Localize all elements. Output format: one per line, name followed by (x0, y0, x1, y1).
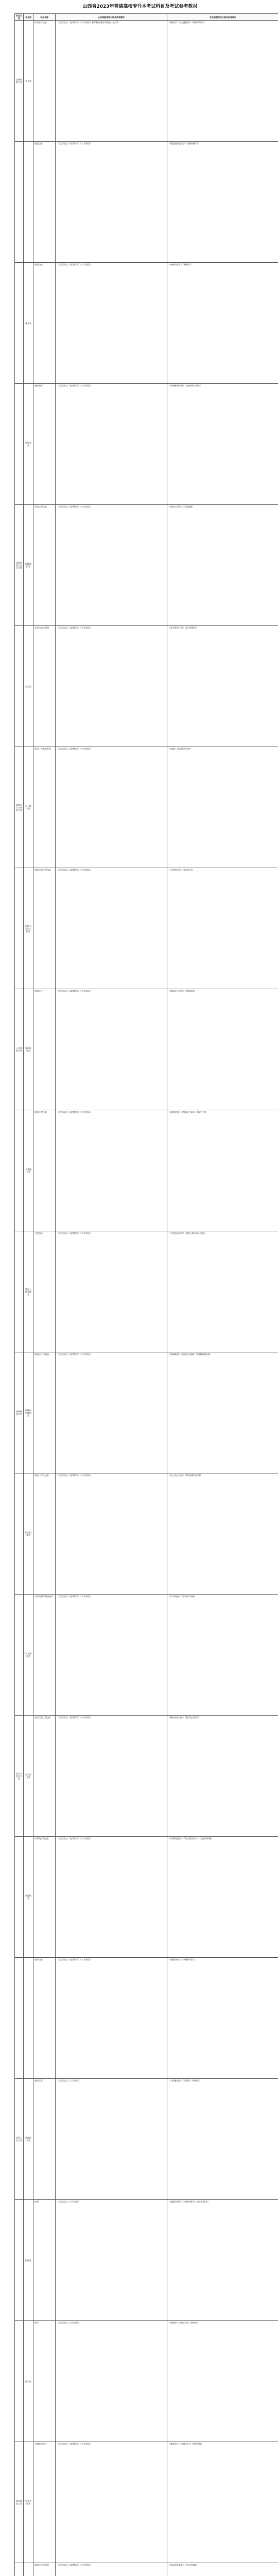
major-courses-cell: 《计算机基础》《C语言程序设计》《数据库原理》 (167, 1837, 278, 1958)
category-cell (15, 1595, 24, 1716)
subcategory-cell: 热能与发电工程类 (24, 868, 33, 989)
major-courses-cell: 《人体解剖学》《生理学》《病理学》 (167, 2079, 278, 2200)
subcategory-cell (24, 142, 33, 263)
subcategory-cell: 畜牧业类 (24, 384, 33, 505)
subcategory-cell: 计算机类 (24, 1837, 33, 1958)
major-cell: 作物生产技术 (33, 21, 56, 142)
subcategory-cell: 临床医学类 (24, 2079, 33, 2200)
category-cell: 资源环境与安全大类 (15, 505, 24, 626)
table-row (15, 626, 278, 747)
table-row (15, 1837, 278, 1958)
major-cell: 建筑设计 (33, 989, 56, 1110)
table-row (15, 2563, 278, 2576)
table-row (15, 747, 278, 868)
major-courses-cell: 《工程造价管理》《建筑工程计量与计价》 (167, 1231, 278, 1352)
public-courses-cell: 《大学语文》《高等数学》《大学英语》 (56, 989, 167, 1110)
category-cell (15, 263, 24, 384)
table-row (15, 1352, 278, 1473)
subcategory-cell (24, 1958, 33, 2079)
category-cell (15, 626, 24, 747)
subcategory-cell: 农业类 (24, 21, 33, 142)
subcategory-cell (24, 2563, 33, 2576)
header-subcategory: 专业类 (24, 14, 33, 21)
category-cell (15, 1958, 24, 2079)
table-row (15, 868, 278, 989)
table-header-row (15, 14, 278, 21)
major-cell: 林业技术 (33, 263, 56, 384)
category-cell: 电子与信息大类 (15, 1716, 24, 1837)
major-cell: 环境工程技术 (33, 505, 56, 626)
public-courses-cell: 《大学语文》《大学英语》 (56, 2321, 167, 2442)
subcategory-cell: 土建施工类 (24, 1110, 33, 1231)
major-cell: 电子信息工程技术 (33, 1716, 56, 1837)
public-courses-cell: 《大学语文》《高等数学》《大学英语》 (56, 142, 167, 263)
public-courses-cell: 《大学语文》《高等数学》《大学英语》 (56, 1958, 167, 2079)
public-courses-cell: 《大学语文》《高等数学》《大学英语》 (56, 747, 167, 868)
major-cell: 发电厂及电力系统 (33, 747, 56, 868)
public-courses-cell: 《大学语文》《高等数学》《大学英语》 (56, 1837, 167, 1958)
major-courses-cell: 《环境工程学》《环境监测》 (167, 505, 278, 626)
table-row (15, 21, 278, 142)
public-courses-cell: 《大学语文》《大学英语》 (56, 2079, 167, 2200)
table-row (15, 142, 278, 263)
major-cell: 园艺技术 (33, 142, 56, 263)
major-courses-cell: 《国际贸易实务》《经济学基础》 (167, 2563, 278, 2576)
major-courses-cell: 《建筑设计原理》《建筑构造》 (167, 989, 278, 1110)
public-courses-cell: 《大学语文》《高等数学》《大学英语》 (56, 384, 167, 505)
category-cell: 装备制造大类 (15, 1352, 24, 1473)
major-courses-cell: 《建筑材料》《建筑施工技术》《建筑力学》 (167, 1110, 278, 1231)
major-cell: 安全技术与管理 (33, 626, 56, 747)
public-courses-cell: 《大学语文》《高等数学》《大学英语》 (56, 1352, 167, 1473)
table-body (15, 21, 278, 2576)
public-courses-cell: 《大学语文》《高等数学》《大学英语》 (56, 505, 167, 626)
subcategory-cell: 机电设备类 (24, 1473, 33, 1595)
public-courses-cell: 《大学语文》《大学英语》 (56, 2200, 167, 2321)
subcategory-cell: 林业类 (24, 263, 33, 384)
subcategory-cell: 护理类 (24, 2200, 33, 2321)
major-cell: 计算机应用技术 (33, 1837, 56, 1958)
header-public-courses: 公共课程考试大纲及参考教材 (56, 14, 167, 21)
subcategory-cell: 汽车制造类 (24, 1595, 33, 1716)
major-courses-cell: 《园艺植物栽培学》《植物保护学》 (167, 142, 278, 263)
category-cell (15, 2321, 24, 2442)
category-cell: 土木建筑大类 (15, 989, 24, 1110)
table-row (15, 263, 278, 384)
major-cell: 工程造价 (33, 1231, 56, 1352)
category-cell (15, 1837, 24, 1958)
major-cell: 畜牧兽医 (33, 384, 56, 505)
major-courses-cell: 《电工电子技术》《PLC原理与应用》 (167, 1473, 278, 1595)
document-page (14, 0, 266, 2576)
exam-table (14, 13, 278, 2576)
table-row (15, 2321, 278, 2442)
major-cell: 国际经济与贸易 (33, 2563, 56, 2576)
major-courses-cell: 《基础会计》《财务会计》《财务管理》 (167, 2442, 278, 2563)
subcategory-cell: 环境保护类 (24, 505, 33, 626)
table-row (15, 2442, 278, 2563)
major-courses-cell: 《汽车构造》《汽车电气设备》 (167, 1595, 278, 1716)
major-courses-cell: 《电路》《电力系统分析》 (167, 747, 278, 868)
category-cell (15, 1110, 24, 1231)
major-cell: 临床医学 (33, 2079, 56, 2200)
subcategory-cell: 药学类 (24, 2321, 33, 2442)
subcategory-cell: 财务会计类 (24, 2442, 33, 2563)
public-courses-cell: 《大学语文》《高等数学》《大学英语》 (56, 1231, 167, 1352)
subcategory-cell: 电子信息类 (24, 1716, 33, 1837)
header-category: 专业大类 (15, 14, 24, 21)
major-cell: 热能动力工程技术 (33, 868, 56, 989)
major-courses-cell: 《森林培育学》《测树学》 (167, 263, 278, 384)
table-row (15, 1110, 278, 1231)
table-row (15, 1231, 278, 1352)
category-cell (15, 868, 24, 989)
major-cell: 汽车检测与维修技术 (33, 1595, 56, 1716)
subcategory-cell: 建筑设计类 (24, 989, 33, 1110)
category-cell (15, 1231, 24, 1352)
major-courses-cell: 《药理学》《药物化学》《药剂学》 (167, 2321, 278, 2442)
public-courses-cell: 《大学语文》《高等数学》《大学英语》 (56, 1110, 167, 1231)
header-major-courses: 专业课程考试大纲及参考教材 (167, 14, 278, 21)
public-courses-cell: 《大学语文》《高等数学》《大学英语》 (56, 1595, 167, 1716)
major-cell: 软件技术 (33, 1958, 56, 2079)
category-cell (15, 384, 24, 505)
major-cell: 护理 (33, 2200, 56, 2321)
major-courses-cell: 《动物解剖生理》《动物营养与饲料》 (167, 384, 278, 505)
table-row (15, 2079, 278, 2200)
header-major: 专业名称 (33, 14, 56, 21)
table-row (15, 1958, 278, 2079)
subcategory-cell: 电力技术类 (24, 747, 33, 868)
table-row (15, 505, 278, 626)
major-cell: 建筑工程技术 (33, 1110, 56, 1231)
table-row (15, 989, 278, 1110)
table-row (15, 384, 278, 505)
major-cell: 机电一体化技术 (33, 1473, 56, 1595)
public-courses-cell: 《大学语文》《高等数学》《大学英语》 (56, 1716, 167, 1837)
public-courses-cell: 《大学语文》《高等数学》《大学英语》 (56, 2442, 167, 2563)
subcategory-cell: 建设工程管理类 (24, 1231, 33, 1352)
public-courses-cell: 《大学语文》《高等数学》《大学英语》 (56, 1473, 167, 1595)
public-courses-cell: 《大学语文》《高等数学》《大学英语》 (56, 626, 167, 747)
subcategory-cell: 机械设计制造类 (24, 1352, 33, 1473)
page-title: 山西省2023年普通高校专升本考试科目及考试参考教材 (82, 4, 198, 9)
category-cell: 财经商贸大类 (15, 2442, 24, 2563)
major-courses-cell: 《基础护理学》《内科护理学》《外科护理学》 (167, 2200, 278, 2321)
table-row (15, 1595, 278, 1716)
public-courses-cell: 《大学语文》《高等数学》《大学英语》 (56, 868, 167, 989)
major-cell: 大数据与会计 (33, 2442, 56, 2563)
table-row (15, 2200, 278, 2321)
category-cell (15, 142, 24, 263)
table-row (15, 1716, 278, 1837)
major-courses-cell: 《植物学》《土壤肥料学》《作物栽培学》 (167, 21, 278, 142)
public-courses-cell: 《大学语文》《高等数学》《大学英语》 (56, 263, 167, 384)
major-courses-cell: 《机械制图》《机械设计基础》《机械制造技术》 (167, 1352, 278, 1473)
public-courses-cell: 《大学语文》《高等数学》《大学英语》 (56, 2563, 167, 2576)
major-cell: 机械设计与制造 (33, 1352, 56, 1473)
category-cell: 农林牧渔大类 (15, 21, 24, 142)
major-courses-cell: 《数据结构》《Java程序设计》 (167, 1958, 278, 2079)
major-courses-cell: 《安全系统工程》《安全管理学》 (167, 626, 278, 747)
category-cell: 医药卫生大类 (15, 2079, 24, 2200)
major-cell: 药学 (33, 2321, 56, 2442)
category-cell (15, 2563, 24, 2576)
category-cell (15, 1473, 24, 1595)
major-courses-cell: 《模拟电子技术》《数字电子技术》 (167, 1716, 278, 1837)
table-row (15, 1473, 278, 1595)
subcategory-cell: 安全类 (24, 626, 33, 747)
category-cell: 能源动力与材料大类 (15, 747, 24, 868)
category-cell (15, 2200, 24, 2321)
major-courses-cell: 《工程热力学》《流体力学》 (167, 868, 278, 989)
public-courses-cell: 《大学语文》《高等数学》《大学英语》参考教材见省考试院公布目录 (56, 21, 167, 142)
